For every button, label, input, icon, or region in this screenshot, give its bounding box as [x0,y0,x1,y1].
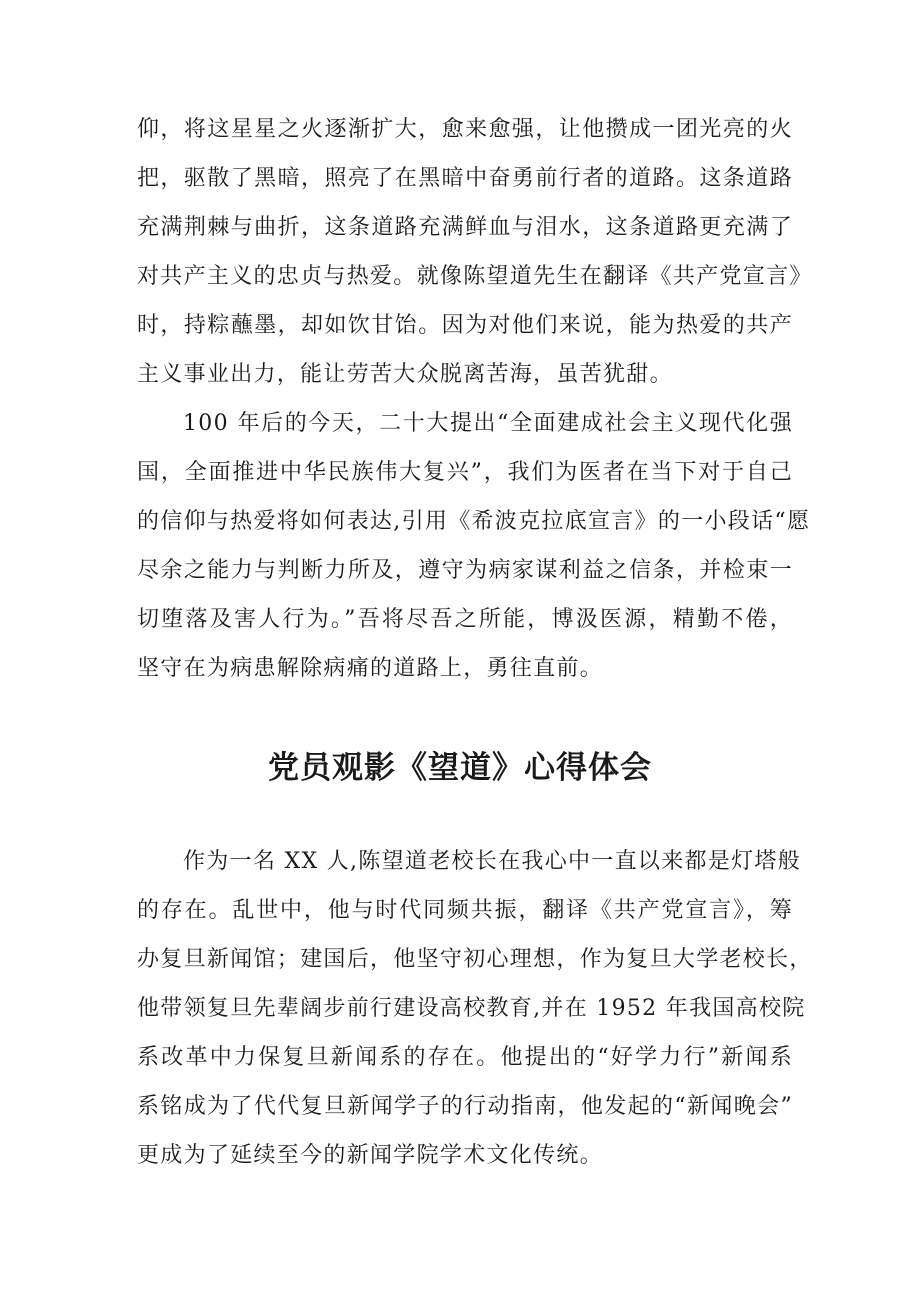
text-line: 作为一名 XX 人,陈望道老校长在我心中一直以来都是灯塔般 [183,849,802,874]
text-line: 仰，将这星星之火逐渐扩大，愈来愈强，让他攒成一团光亮的火 [137,117,793,142]
section-paragraph [137,837,813,1180]
text-line: 他带领复旦先辈阔步前行建设高校教育,并在 1952 年我国高校院 [137,996,806,1021]
text-line: 系铭成为了代代复旦新闻学子的行动指南，他发起的“新闻晚会” [137,1094,793,1119]
text-line: 充满荆棘与曲折，这条道路充满鲜血与泪水，这条道路更充满了 [137,215,793,240]
text-line: 系改革中力保复旦新闻系的存在。他提出的“好学力行”新闻系 [137,1045,793,1070]
text-line: 办复旦新闻馆；建国后，他坚守初心理想，作为复旦大学老校长， [137,947,813,972]
text-line: 主义事业出力，能让劳苦大众脱离苦海，虽苦犹甜。 [137,362,673,387]
text-line: 国，全面推进中华民族伟大复兴”，我们为医者在当下对于自己 [137,460,793,485]
text-line: 的存在。乱世中，他与时代同频共振，翻译《共产党宣言》，筹 [137,898,793,923]
text-line: 更成为了延续至今的新闻学院学术文化传统。 [137,1143,604,1168]
text-line: 时，持粽蘸墨，却如饮甘饴。因为对他们来说，能为热爱的共产 [137,313,793,338]
paragraph-second [137,399,811,693]
text-line: 坚守在为病患解除病痛的道路上，勇往直前。 [137,656,604,681]
text-line: 的信仰与热爱将如何表达,引用《希波克拉底宣言》的一小段话“愿 [137,509,811,534]
section-title: 党员观影《望道》心得体会 [268,750,652,786]
text-line: 100 年后的今天，二十大提出“全面建成社会主义现代化强 [183,411,793,436]
text-line: 切堕落及害人行为。”吾将尽吾之所能，博汲医源，精勤不倦， [137,607,793,632]
text-line: 对共产主义的忠贞与热爱。就像陈望道先生在翻译《共产党宣言》 [137,264,813,289]
text-line: 尽余之能力与判断力所及，遵守为病家谋利益之信条，并检束一 [137,558,793,583]
paragraph-continuation [137,105,813,399]
text-line: 把，驱散了黑暗，照亮了在黑暗中奋勇前行者的道路。这条道路 [137,166,793,191]
